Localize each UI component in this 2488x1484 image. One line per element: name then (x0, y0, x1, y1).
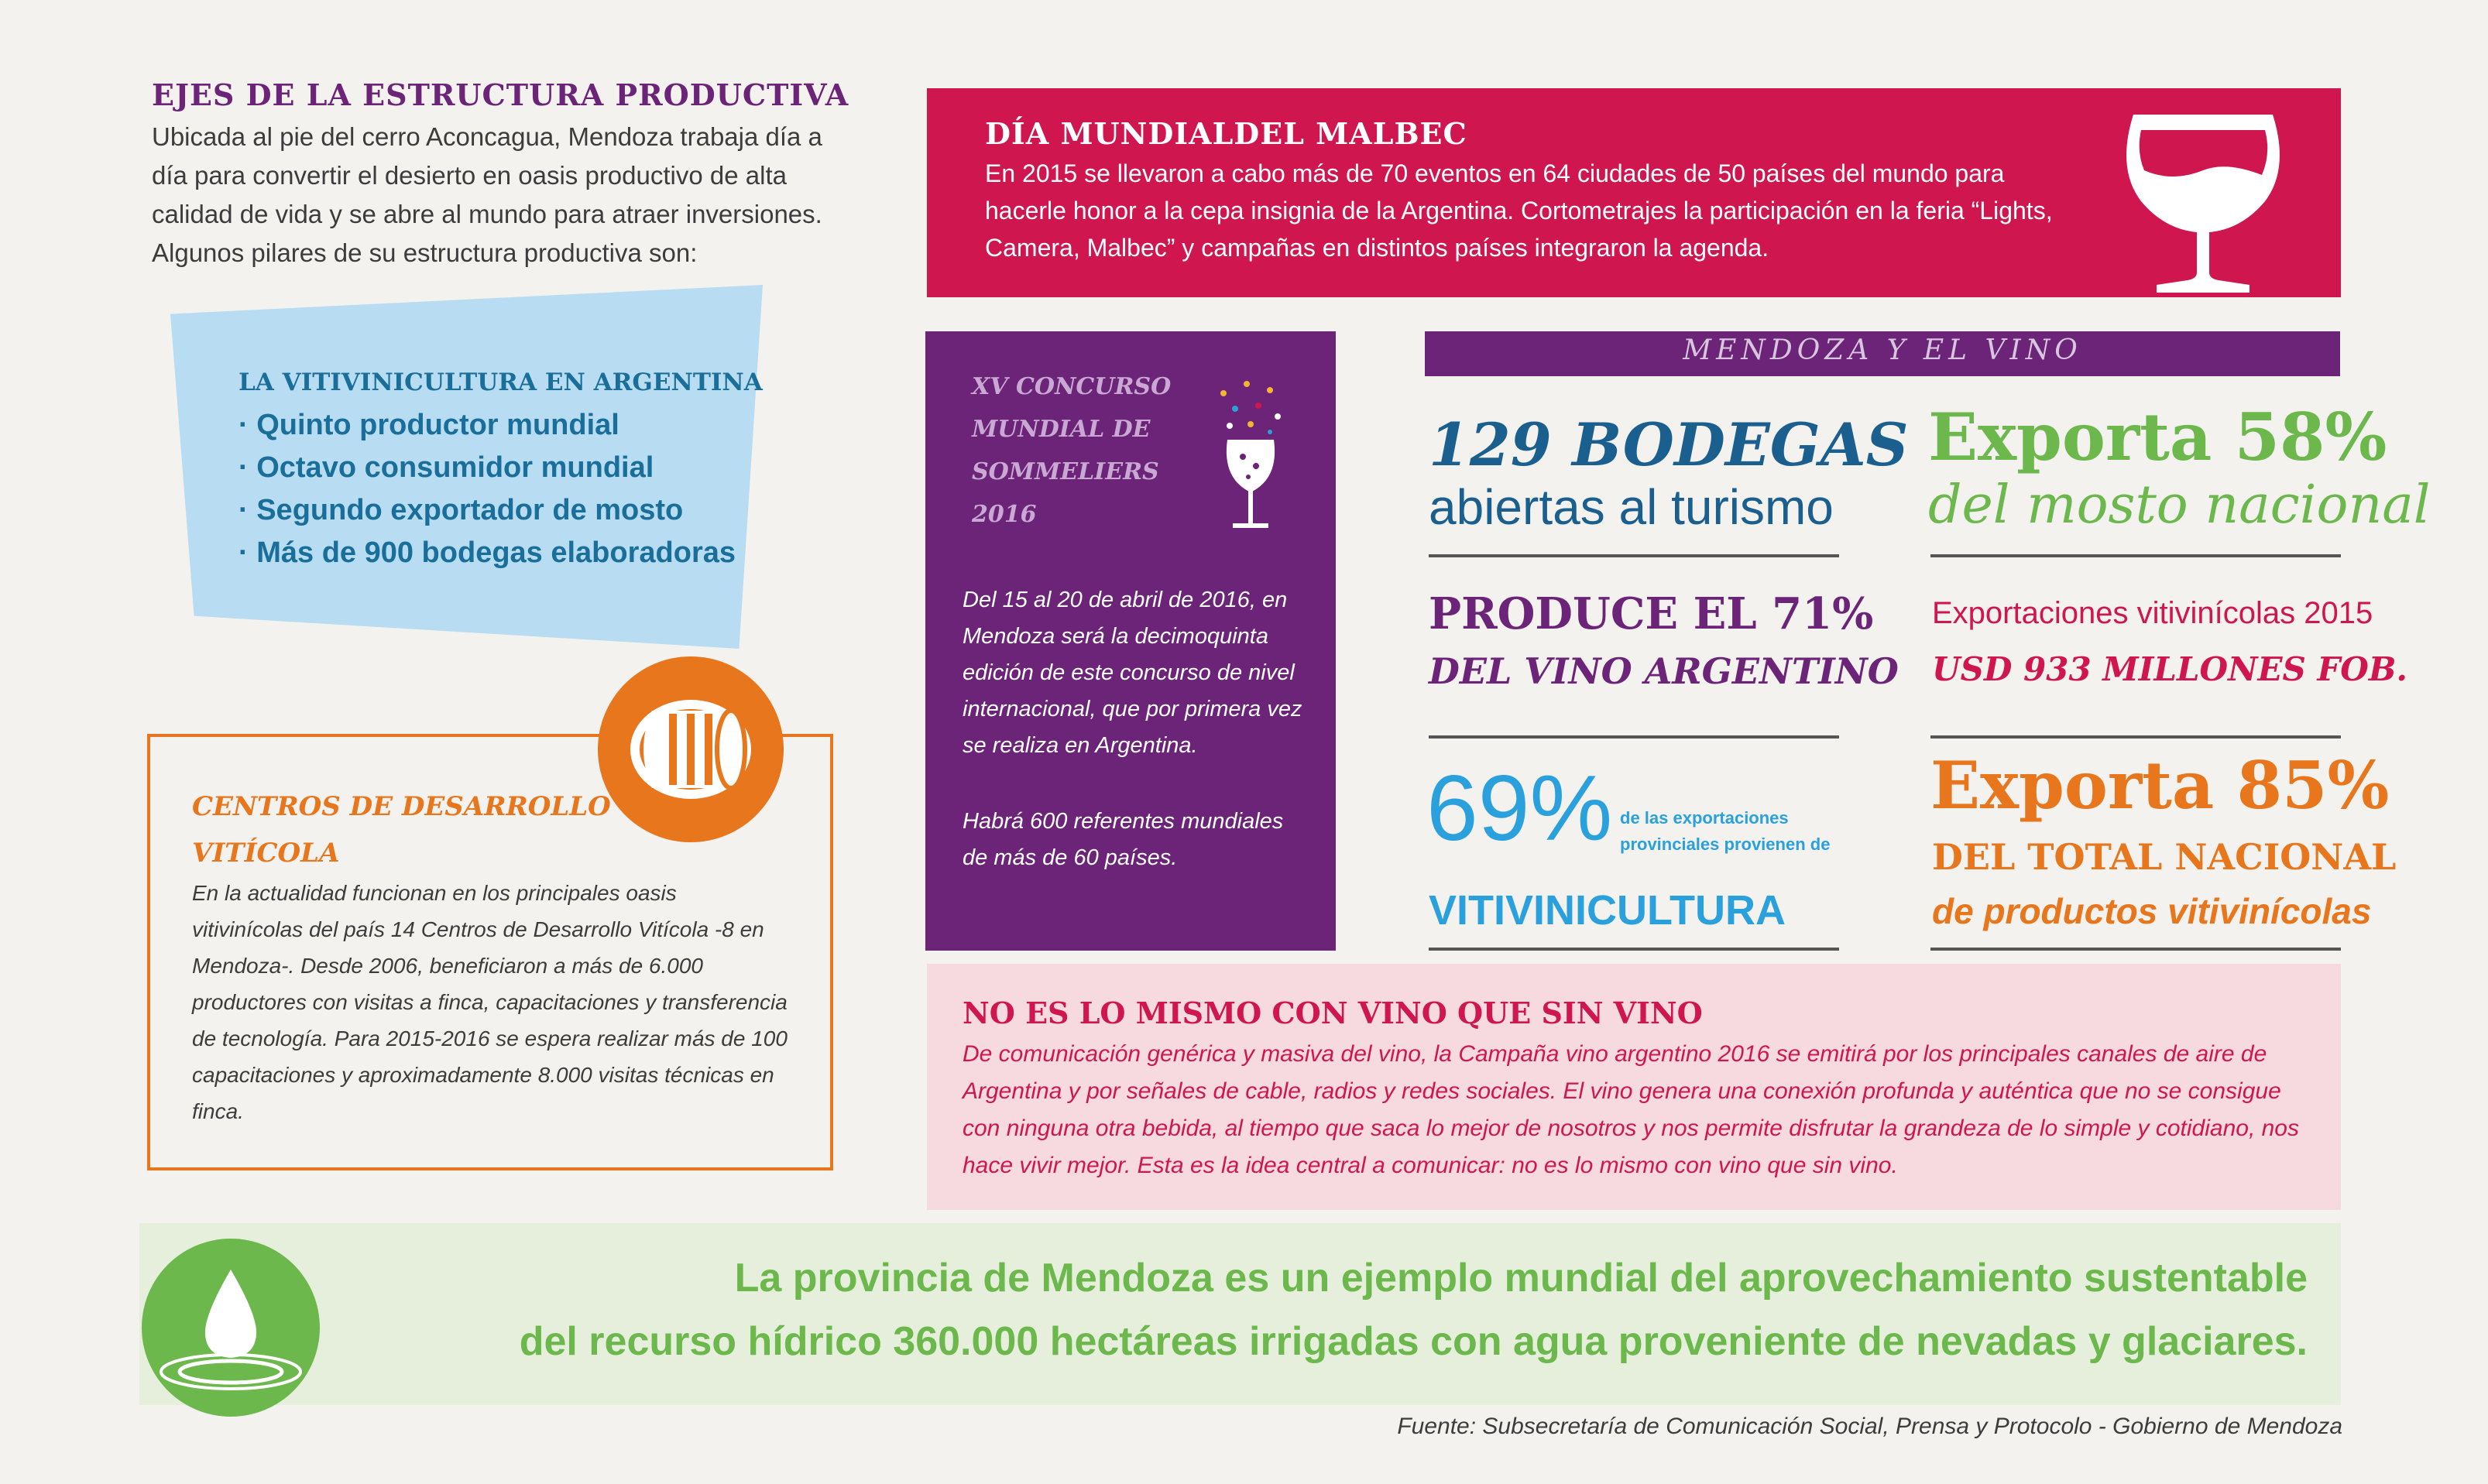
malbec-text: En 2015 se llevaron a cabo más de 70 eventos en 64 ciudades de 50 países del mundo para hacerle honor a la cepa insignia de la Argentina. Cortometrajes la participación en la feria “Lights, Camera, Malbec” y campañas en distintos países integraron la agenda. (985, 159, 2053, 262)
sommeliers-text-2: Habrá 600 referentes mundiales de más de 60 países. (963, 809, 1284, 870)
list-item: · Quinto productor mundial (239, 409, 619, 441)
sommeliers-title: XV CONCURSO MUNDIAL DE SOMMELIERS 2016 (972, 373, 1172, 528)
intro-title: EJES DE LA ESTRUCTURA PRODUCTIVA (152, 77, 849, 112)
intro-text: Ubicada al pie del cerro Aconcagua, Mendoza trabaja día a día para convertir el desierto en oasis productivo de alta calidad de vida y se abre al mundo para atraer inversiones. Algunos pilares de su estructura productiva son: (152, 122, 822, 267)
centros-text: En la actualidad funcionan en los principales oasis vitivinícolas del país 14 Centros de Desarrollo Vitícola -8 en Mendoza-. Desde 2006, beneficiaron a más de 6.000 productores con visitas a finca, capacitaciones y transferencia de tecnología. Para 2015-2016 se espera realizar más de 100 capacitaciones y aproximadamente 8.000 visitas técnicas en finca. (192, 881, 788, 1123)
wine-glass-icon (2110, 107, 2296, 296)
water-text-line-2: del recurso hídrico 360.000 hectáreas irrigadas con agua proveniente de nevadas y glaciares. (519, 1319, 2308, 1364)
exporta58-stat-sub: del mosto nacional (1928, 475, 2431, 536)
exporta85-stat: Exporta 85% (1930, 747, 2390, 824)
exporta58-stat: Exporta 58% (1928, 399, 2387, 475)
viticultura-list (239, 404, 736, 574)
water-text-line-1: La provincia de Mendoza es un ejemplo mundial del aprovechamiento sustentable (734, 1256, 2308, 1301)
divider (1429, 554, 1839, 557)
pct69-stat-note: de las exportaciones provinciales provienen de (1620, 808, 1831, 854)
campaign-title: NO ES LO MISMO CON VINO QUE SIN VINO (963, 996, 1703, 1030)
sommeliers-text: Del 15 al 20 de abril de 2016, en Mendoza será la decimoquinta edición de este concurso de nivel internacional, que por primera vez se realiza en Argentina. (963, 588, 1302, 758)
divider (1930, 735, 2341, 739)
list-item: · Más de 900 bodegas elaboradoras (239, 536, 736, 569)
water-drop-icon (142, 1239, 320, 1417)
divider (1429, 735, 1839, 739)
export-label: Exportaciones vitivinícolas 2015 (1932, 596, 2373, 630)
malbec-title: DÍA MUNDIALDEL MALBEC (985, 116, 1467, 151)
starry-glass-icon (1193, 370, 1309, 540)
export-value: USD 933 MILLONES FOB. (1932, 650, 2407, 688)
divider (1429, 948, 1839, 951)
centros-title: CENTROS DE DESARROLLO VITÍCOLA (192, 791, 611, 869)
exporta85-stat-sub: DEL TOTAL NACIONAL (1932, 836, 2397, 878)
stats-header-title: MENDOZA Y EL VINO (1683, 334, 2082, 366)
water-text (434, 1246, 2308, 1373)
bodegas-stat-sub: abiertas al turismo (1429, 479, 1834, 535)
divider (1930, 948, 2341, 951)
campaign-text: De comunicación genérica y masiva del vino, la Campaña vino argentino 2016 se emitirá por los principales canales de aire de Argentina y por señales de cable, radios y redes sociales. El vino genera una conexión profunda y auténtica que no se consigue con ninguna otra bebida, al tiempo que saca lo mejor de nosotros y nos permite disfrutar la grandeza de lo simple y cotidiano, nos hace vivir mejor. Esta es la idea central a comunicar: no es lo mismo con vino que sin vino. (963, 1041, 2299, 1178)
pct69-stat: 69% (1426, 756, 1613, 860)
viticultura-title: LA VITIVINICULTURA EN ARGENTINA (239, 368, 763, 396)
exporta85-stat-sub-2: de productos vitivinícolas (1932, 891, 2372, 931)
list-item: · Octavo consumidor mundial (239, 451, 654, 484)
bodegas-stat: 129 BODEGAS (1429, 410, 1909, 479)
pct69-stat-sub: VITIVINICULTURA (1429, 887, 1786, 934)
divider (1930, 554, 2341, 557)
produce-stat: PRODUCE EL 71% (1429, 588, 1874, 639)
list-item: · Segundo exportador de mosto (239, 494, 684, 526)
produce-stat-sub: DEL VINO ARGENTINO (1429, 650, 1899, 692)
source-credit: Fuente: Subsecretaría de Comunicación Social, Prensa y Protocolo - Gobierno de Mendoza (1397, 1414, 2342, 1439)
